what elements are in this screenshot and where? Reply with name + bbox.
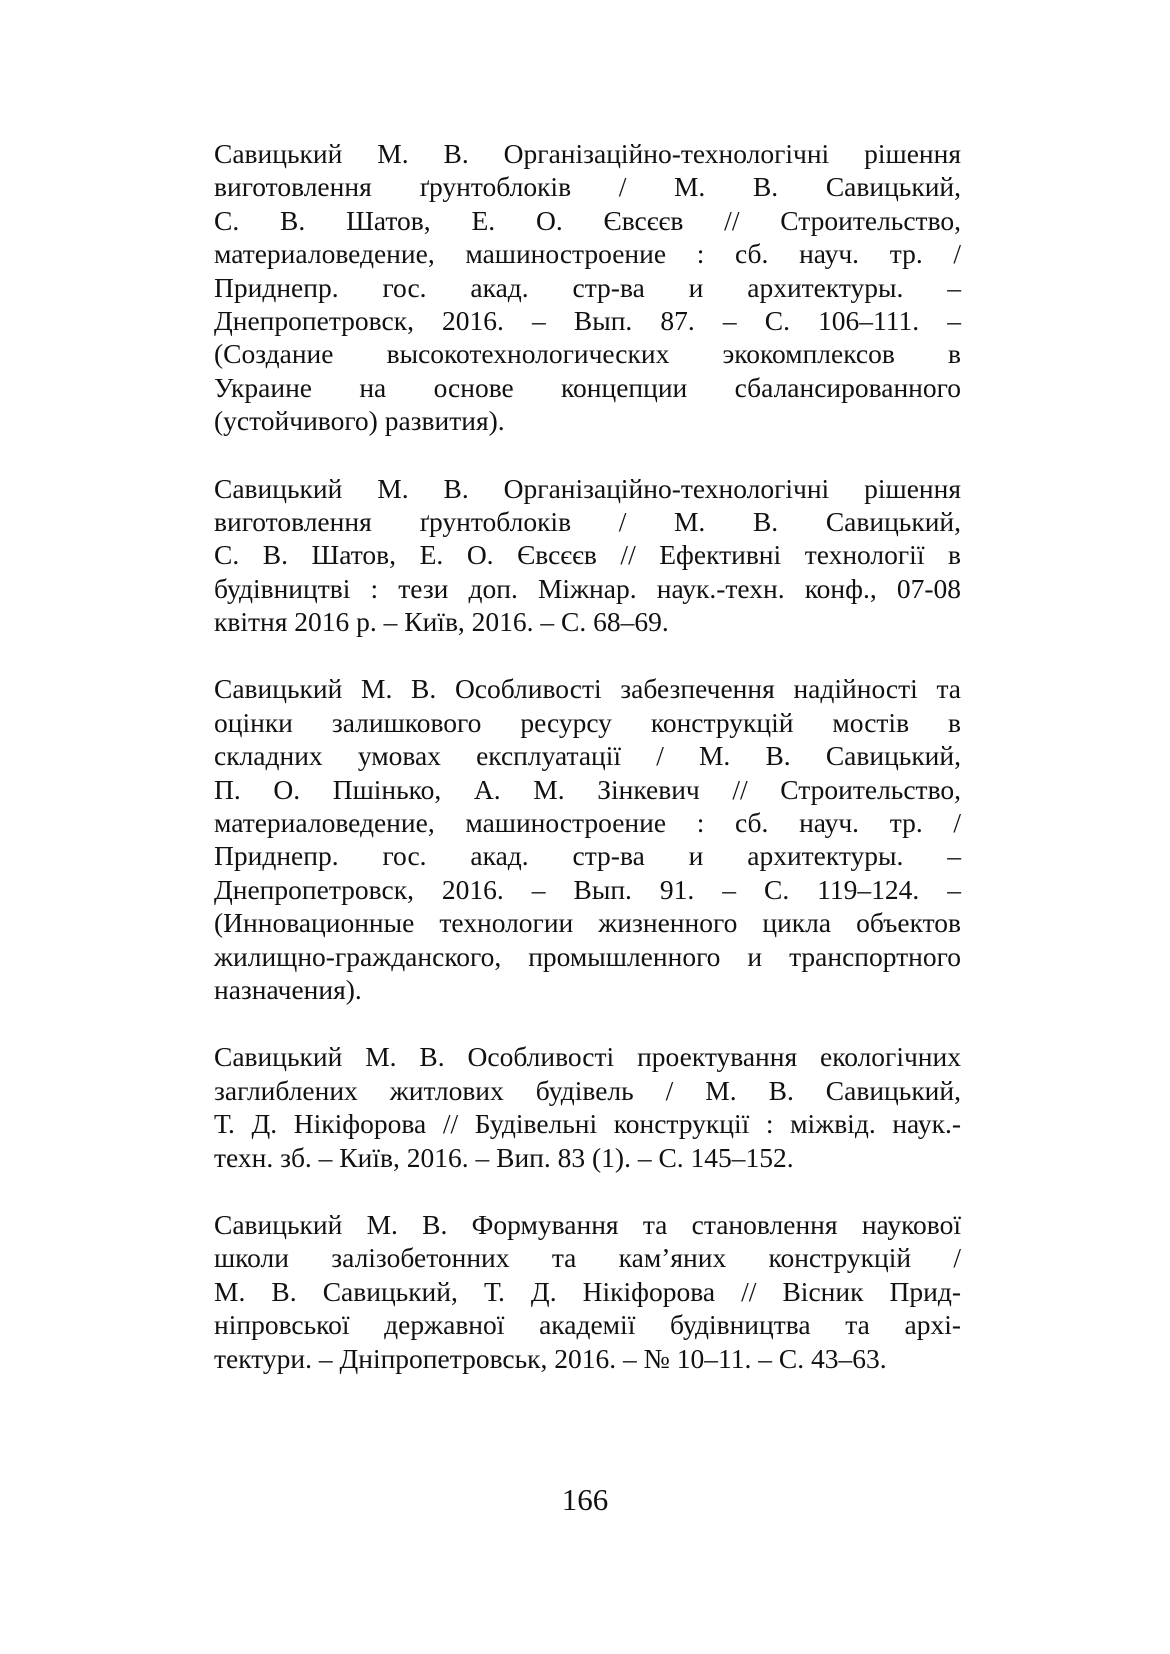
entry-line: назначения). (214, 973, 362, 1005)
entry-line: Днепропетровск, 2016. – Вып. 91. – С. 119–124. – (214, 873, 961, 905)
entry-line: Савицький М. В. Особливості забезпечення надійності та (214, 673, 961, 705)
entry-line: Савицький М. В. Організаційно-технологічні рішення (214, 138, 961, 169)
entry-line: Днепропетровск, 2016. – Вып. 87. – С. 106–111. – (214, 304, 961, 336)
entry-line: С. В. Шатов, Е. О. Євсєєв // Строительство, (214, 204, 961, 236)
entry-line: Савицький М. В. Формування та становлення наукової (214, 1208, 961, 1240)
entry-line: квітня 2016 р. – Київ, 2016. – С. 68–69. (214, 606, 669, 638)
entry-line: П. О. Пшінько, А. М. Зінкевич // Строительство, (214, 773, 961, 805)
page-number: 166 (561, 1482, 609, 1517)
entry-line: материаловедение, машиностроение : сб. науч. тр. / (214, 807, 961, 839)
entry-line: С. В. Шатов, Е. О. Євсєєв // Ефективні технології в (214, 539, 961, 571)
bibliography-entry-3 (214, 672, 961, 1006)
entry-line: будівництві : тези доп. Міжнар. наук.-техн. конф., 07-08 (214, 572, 961, 604)
bibliography-entry-5 (214, 1208, 961, 1375)
entry-line: Савицький М. В. Особливості проектування екологічних (214, 1041, 961, 1073)
entry-line: виготовлення ґрунтоблоків / М. В. Савицький, (214, 171, 961, 203)
entry-line: школи залізобетонних та кам’яних конструкцій / (214, 1242, 961, 1274)
entry-line: (Создание высокотехнологических экокомплексов в (214, 338, 961, 370)
entry-line: Украине на основе концепции сбалансированного (214, 371, 961, 403)
entry-line: виготовлення ґрунтоблоків / М. В. Савицький, (214, 505, 961, 537)
bibliography-page (214, 137, 961, 1409)
entry-line: Савицький М. В. Організаційно-технологічні рішення (214, 472, 961, 504)
entry-line: жилищно-гражданского, промышленного и транспортного (214, 940, 961, 972)
bibliography-entry-4 (214, 1040, 961, 1174)
entry-line: М. В. Савицький, Т. Д. Нікіфорова // Вісник Прид- (214, 1275, 961, 1307)
bibliography-entry-1 (214, 137, 961, 438)
entry-line: заглиблених житлових будівель / М. В. Савицький, (214, 1074, 961, 1106)
entry-line: материаловедение, машиностроение : сб. науч. тр. / (214, 238, 961, 270)
entry-line: оцінки залишкового ресурсу конструкцій мостів в (214, 706, 961, 738)
entry-line: складних умовах експлуатації / М. В. Савицький, (214, 740, 961, 772)
entry-line: (устойчивого) развития). (214, 405, 505, 437)
entry-line: Приднепр. гос. акад. стр-ва и архитектуры. – (214, 271, 961, 303)
entry-line: тектури. – Дніпропетровськ, 2016. – № 10–11. – С. 43–63. (214, 1342, 887, 1374)
entry-line: Т. Д. Нікіфорова // Будівельні конструкції : міжвід. наук.- (214, 1108, 961, 1140)
bibliography-entry-2 (214, 472, 961, 639)
entry-line: ніпровської державної академії будівництва та архі- (214, 1309, 961, 1341)
entry-line: Приднепр. гос. акад. стр-ва и архитектуры. – (214, 840, 961, 872)
entry-line: (Инновационные технологии жизненного цикла объектов (214, 907, 961, 939)
entry-line: техн. зб. – Київ, 2016. – Вип. 83 (1). – С. 145–152. (214, 1141, 794, 1173)
